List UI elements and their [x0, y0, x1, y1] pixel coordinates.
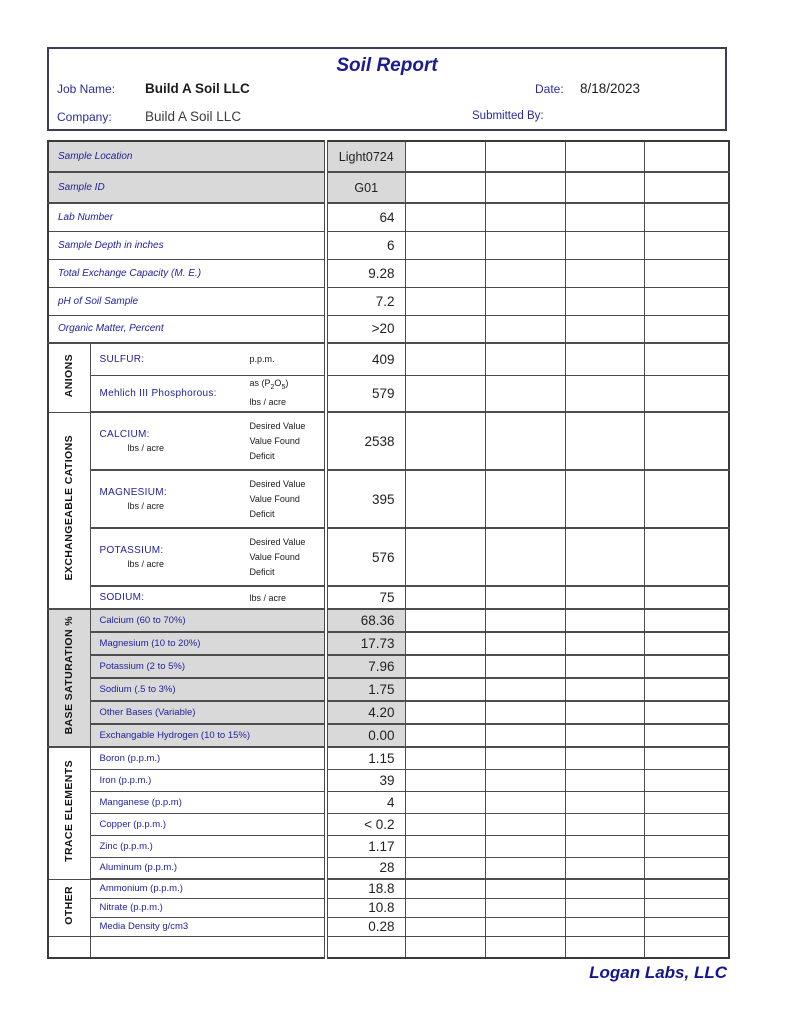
aluminum-value: 28 [326, 857, 405, 879]
bs-hydrogen-value: 0.00 [326, 724, 405, 747]
row-sample-depth [48, 231, 729, 259]
row-total-exchange-capacity [48, 259, 729, 287]
empty-cell [644, 231, 729, 259]
row-sulfur [48, 343, 729, 375]
empty-cell [405, 287, 485, 315]
empty-cell [565, 586, 644, 609]
empty-cell [405, 835, 485, 857]
bs-potassium-value: 7.96 [326, 655, 405, 678]
empty-cell [405, 632, 485, 655]
company-value: Build A Soil LLC [145, 109, 242, 124]
empty-cell [485, 936, 565, 958]
empty-cell [485, 917, 565, 936]
row-organic-matter [48, 315, 729, 343]
empty-cell [565, 609, 644, 632]
sodium-unit: lbs / acre [249, 592, 287, 603]
empty-cell [485, 857, 565, 879]
media-density-label: Media Density g/cm3 [90, 917, 326, 936]
magnesium-unit: lbs / acre [127, 501, 165, 511]
empty-cell [485, 678, 565, 701]
empty-cell [644, 724, 729, 747]
phosphorous-label: Mehlich III Phosphorous: [99, 387, 217, 399]
empty-cell [565, 857, 644, 879]
empty-cell [565, 315, 644, 343]
boron-label: Boron (p.p.m.) [90, 747, 326, 769]
sample-location-value: Light0724 [326, 141, 405, 172]
sample-depth-value: 6 [326, 231, 405, 259]
empty-cell [565, 375, 644, 412]
empty-cell [485, 259, 565, 287]
empty-cell [405, 879, 485, 898]
empty-cell [485, 879, 565, 898]
empty-cell [565, 879, 644, 898]
ph-value: 7.2 [326, 287, 405, 315]
sulfur-unit: p.p.m. [249, 354, 275, 365]
empty-cell [644, 315, 729, 343]
empty-cell [405, 791, 485, 813]
empty-cell [405, 203, 485, 231]
tec-value: 9.28 [326, 259, 405, 287]
empty-cell [485, 231, 565, 259]
sodium-label: SODIUM: [99, 592, 145, 603]
empty-cell [644, 879, 729, 898]
organic-matter-label: Organic Matter, Percent [48, 315, 326, 343]
empty-cell [644, 813, 729, 835]
nitrate-label: Nitrate (p.p.m.) [90, 898, 326, 917]
bs-magnesium-value: 17.73 [326, 632, 405, 655]
potassium-unit: lbs / acre [127, 559, 165, 569]
row-iron [48, 769, 729, 791]
empty-cell [644, 917, 729, 936]
empty-cell [485, 287, 565, 315]
sodium-value: 75 [326, 586, 405, 609]
empty-cell [405, 655, 485, 678]
empty-cell [405, 375, 485, 412]
empty-label-cell [90, 936, 326, 958]
potassium-label-cell: POTASSIUM: lbs / acre Desired Value Value Found Deficit [90, 528, 326, 586]
empty-cell [644, 655, 729, 678]
calcium-label-cell: CALCIUM: lbs / acre Desired Value Value Found Deficit [90, 412, 326, 470]
row-aluminum [48, 857, 729, 879]
sample-location-label: Sample Location [48, 141, 326, 172]
phosphorous-unit-line2: lbs / acre [249, 397, 287, 408]
job-name-label: Job Name: [57, 82, 116, 96]
report-title: Soil Report [336, 55, 438, 76]
row-bs-other-bases [48, 701, 729, 724]
date-value: 8/18/2023 [580, 81, 641, 96]
empty-cell [644, 343, 729, 375]
empty-cell [565, 936, 644, 958]
row-zinc [48, 835, 729, 857]
empty-cell [644, 701, 729, 724]
empty-cell [405, 528, 485, 586]
empty-cell [405, 172, 485, 203]
row-potassium [48, 528, 729, 586]
boron-value: 1.15 [326, 747, 405, 769]
empty-cell [405, 609, 485, 632]
aluminum-label: Aluminum (p.p.m.) [90, 857, 326, 879]
empty-cell [565, 655, 644, 678]
empty-cell [565, 231, 644, 259]
section-anions: ANIONS [48, 343, 90, 412]
sample-id-value: G01 [326, 172, 405, 203]
bs-other-bases-value: 4.20 [326, 701, 405, 724]
lab-brand: Logan Labs, LLC [589, 963, 727, 982]
row-bs-calcium [48, 609, 729, 632]
copper-value: < 0.2 [326, 813, 405, 835]
row-phosphorous [48, 375, 729, 412]
empty-cell [405, 343, 485, 375]
section-exchangeable-cations: EXCHANGEABLE CATIONS [48, 412, 90, 609]
bs-calcium-value: 68.36 [326, 609, 405, 632]
potassium-value: 576 [326, 528, 405, 586]
row-sample-id [48, 172, 729, 203]
empty-cell [644, 835, 729, 857]
row-sodium [48, 586, 729, 609]
soil-results-table [47, 140, 730, 959]
row-bs-potassium [48, 655, 729, 678]
empty-cell [405, 747, 485, 769]
calcium-label: CALCIUM: [99, 429, 150, 440]
empty-cell [565, 791, 644, 813]
empty-cell [485, 141, 565, 172]
empty-cell [405, 231, 485, 259]
empty-cell [405, 936, 485, 958]
ph-label: pH of Soil Sample [48, 287, 326, 315]
row-copper [48, 813, 729, 835]
empty-cell [565, 678, 644, 701]
empty-cell [485, 172, 565, 203]
empty-cell [405, 470, 485, 528]
empty-cell [644, 769, 729, 791]
empty-cell [405, 724, 485, 747]
row-bs-magnesium [48, 632, 729, 655]
empty-cell [644, 172, 729, 203]
row-bs-hydrogen [48, 724, 729, 747]
empty-cell [644, 857, 729, 879]
empty-cell [485, 769, 565, 791]
empty-cell [565, 203, 644, 231]
empty-cell [485, 586, 565, 609]
empty-cell [565, 769, 644, 791]
empty-cell [405, 769, 485, 791]
empty-cell [485, 791, 565, 813]
row-manganese [48, 791, 729, 813]
empty-cell [644, 898, 729, 917]
empty-cell [485, 724, 565, 747]
empty-cell [644, 678, 729, 701]
empty-cell [565, 813, 644, 835]
empty-cell [405, 315, 485, 343]
empty-cell [485, 701, 565, 724]
date-label: Date: [535, 82, 564, 96]
empty-cell [485, 835, 565, 857]
sulfur-label: SULFUR: [99, 353, 145, 365]
empty-cell [565, 141, 644, 172]
empty-cell [405, 701, 485, 724]
empty-cell [565, 172, 644, 203]
bs-other-bases-label: Other Bases (Variable) [90, 701, 326, 724]
report-header-box [47, 47, 727, 131]
empty-cell [405, 141, 485, 172]
sulfur-label-cell [90, 343, 326, 375]
empty-cell [565, 701, 644, 724]
bs-potassium-label: Potassium (2 to 5%) [90, 655, 326, 678]
empty-cell [485, 470, 565, 528]
lab-number-value: 64 [326, 203, 405, 231]
sample-id-label: Sample ID [48, 172, 326, 203]
row-sample-location [48, 141, 729, 172]
phosphorous-label-cell [90, 375, 326, 412]
empty-cell [405, 412, 485, 470]
empty-cell [405, 898, 485, 917]
row-ph [48, 287, 729, 315]
empty-cell [485, 609, 565, 632]
calcium-value: 2538 [326, 412, 405, 470]
empty-cell [644, 470, 729, 528]
empty-cell [565, 835, 644, 857]
bs-sodium-label: Sodium (.5 to 3%) [90, 678, 326, 701]
empty-cell [485, 898, 565, 917]
row-boron [48, 747, 729, 769]
row-ammonium [48, 879, 729, 898]
empty-cell [644, 259, 729, 287]
empty-cell [485, 813, 565, 835]
empty-cell [565, 287, 644, 315]
empty-cell [405, 678, 485, 701]
empty-cell [644, 528, 729, 586]
section-other: OTHER [48, 879, 90, 936]
empty-cell [565, 917, 644, 936]
empty-cell [405, 259, 485, 287]
sulfur-value: 409 [326, 343, 405, 375]
empty-cell [485, 375, 565, 412]
section-base-saturation: BASE SATURATION % [48, 609, 90, 747]
organic-matter-value: >20 [326, 315, 405, 343]
empty-cell [644, 747, 729, 769]
magnesium-label: MAGNESIUM: [99, 487, 167, 498]
bs-calcium-label: Calcium (60 to 70%) [90, 609, 326, 632]
row-bs-sodium [48, 678, 729, 701]
empty-cell [565, 470, 644, 528]
phosphorous-unit-line1: as $(P_2O_5)$ [249, 378, 289, 392]
sodium-label-cell [90, 586, 326, 609]
empty-cell [565, 898, 644, 917]
empty-cell [405, 586, 485, 609]
row-lab-number [48, 203, 729, 231]
empty-cell [565, 632, 644, 655]
empty-cell [485, 412, 565, 470]
bs-magnesium-label: Magnesium (10 to 20%) [90, 632, 326, 655]
empty-cell [565, 412, 644, 470]
empty-cell [644, 791, 729, 813]
ammonium-value: 18.8 [326, 879, 405, 898]
tec-label: Total Exchange Capacity (M. E.) [48, 259, 326, 287]
sample-depth-label: Sample Depth in inches [48, 231, 326, 259]
ammonium-label: Ammonium (p.p.m.) [90, 879, 326, 898]
empty-cell [565, 747, 644, 769]
empty-cell [565, 259, 644, 287]
empty-cell [565, 724, 644, 747]
empty-cell [644, 375, 729, 412]
lab-number-label: Lab Number [48, 203, 326, 231]
empty-cell [485, 655, 565, 678]
empty-cell [485, 343, 565, 375]
phosphorous-value: 579 [326, 375, 405, 412]
company-label: Company: [57, 110, 112, 124]
magnesium-value: 395 [326, 470, 405, 528]
manganese-label: Manganese (p.p.m) [90, 791, 326, 813]
zinc-value: 1.17 [326, 835, 405, 857]
empty-cell [644, 203, 729, 231]
bs-sodium-value: 1.75 [326, 678, 405, 701]
row-nitrate [48, 898, 729, 917]
empty-cell [485, 315, 565, 343]
row-empty-bottom [48, 936, 729, 958]
potassium-label: POTASSIUM: [99, 545, 164, 556]
submitted-by-label: Submitted By: [472, 110, 544, 122]
media-density-value: 0.28 [326, 917, 405, 936]
empty-cell [644, 141, 729, 172]
empty-cell [644, 632, 729, 655]
empty-cell [644, 586, 729, 609]
empty-cell [485, 203, 565, 231]
empty-cell [485, 528, 565, 586]
empty-cell [405, 917, 485, 936]
iron-value: 39 [326, 769, 405, 791]
job-name-value: Build A Soil LLC [145, 81, 250, 96]
empty-cell [405, 813, 485, 835]
empty-cell [405, 857, 485, 879]
copper-label: Copper (p.p.m.) [90, 813, 326, 835]
empty-cell [565, 528, 644, 586]
empty-cell [565, 343, 644, 375]
manganese-value: 4 [326, 791, 405, 813]
empty-cell [485, 632, 565, 655]
empty-cell [485, 747, 565, 769]
empty-value-cell [326, 936, 405, 958]
zinc-label: Zinc (p.p.m.) [90, 835, 326, 857]
row-magnesium [48, 470, 729, 528]
bs-hydrogen-label: Exchangable Hydrogen (10 to 15%) [90, 724, 326, 747]
row-media-density [48, 917, 729, 936]
magnesium-label-cell: MAGNESIUM: lbs / acre Desired Value Value Found Deficit [90, 470, 326, 528]
row-calcium [48, 412, 729, 470]
nitrate-value: 10.8 [326, 898, 405, 917]
empty-section-cell [48, 936, 90, 958]
calcium-unit: lbs / acre [127, 443, 165, 453]
empty-cell [644, 609, 729, 632]
empty-cell [644, 936, 729, 958]
section-trace-elements: TRACE ELEMENTS [48, 747, 90, 879]
empty-cell [644, 412, 729, 470]
iron-label: Iron (p.p.m.) [90, 769, 326, 791]
empty-cell [644, 287, 729, 315]
